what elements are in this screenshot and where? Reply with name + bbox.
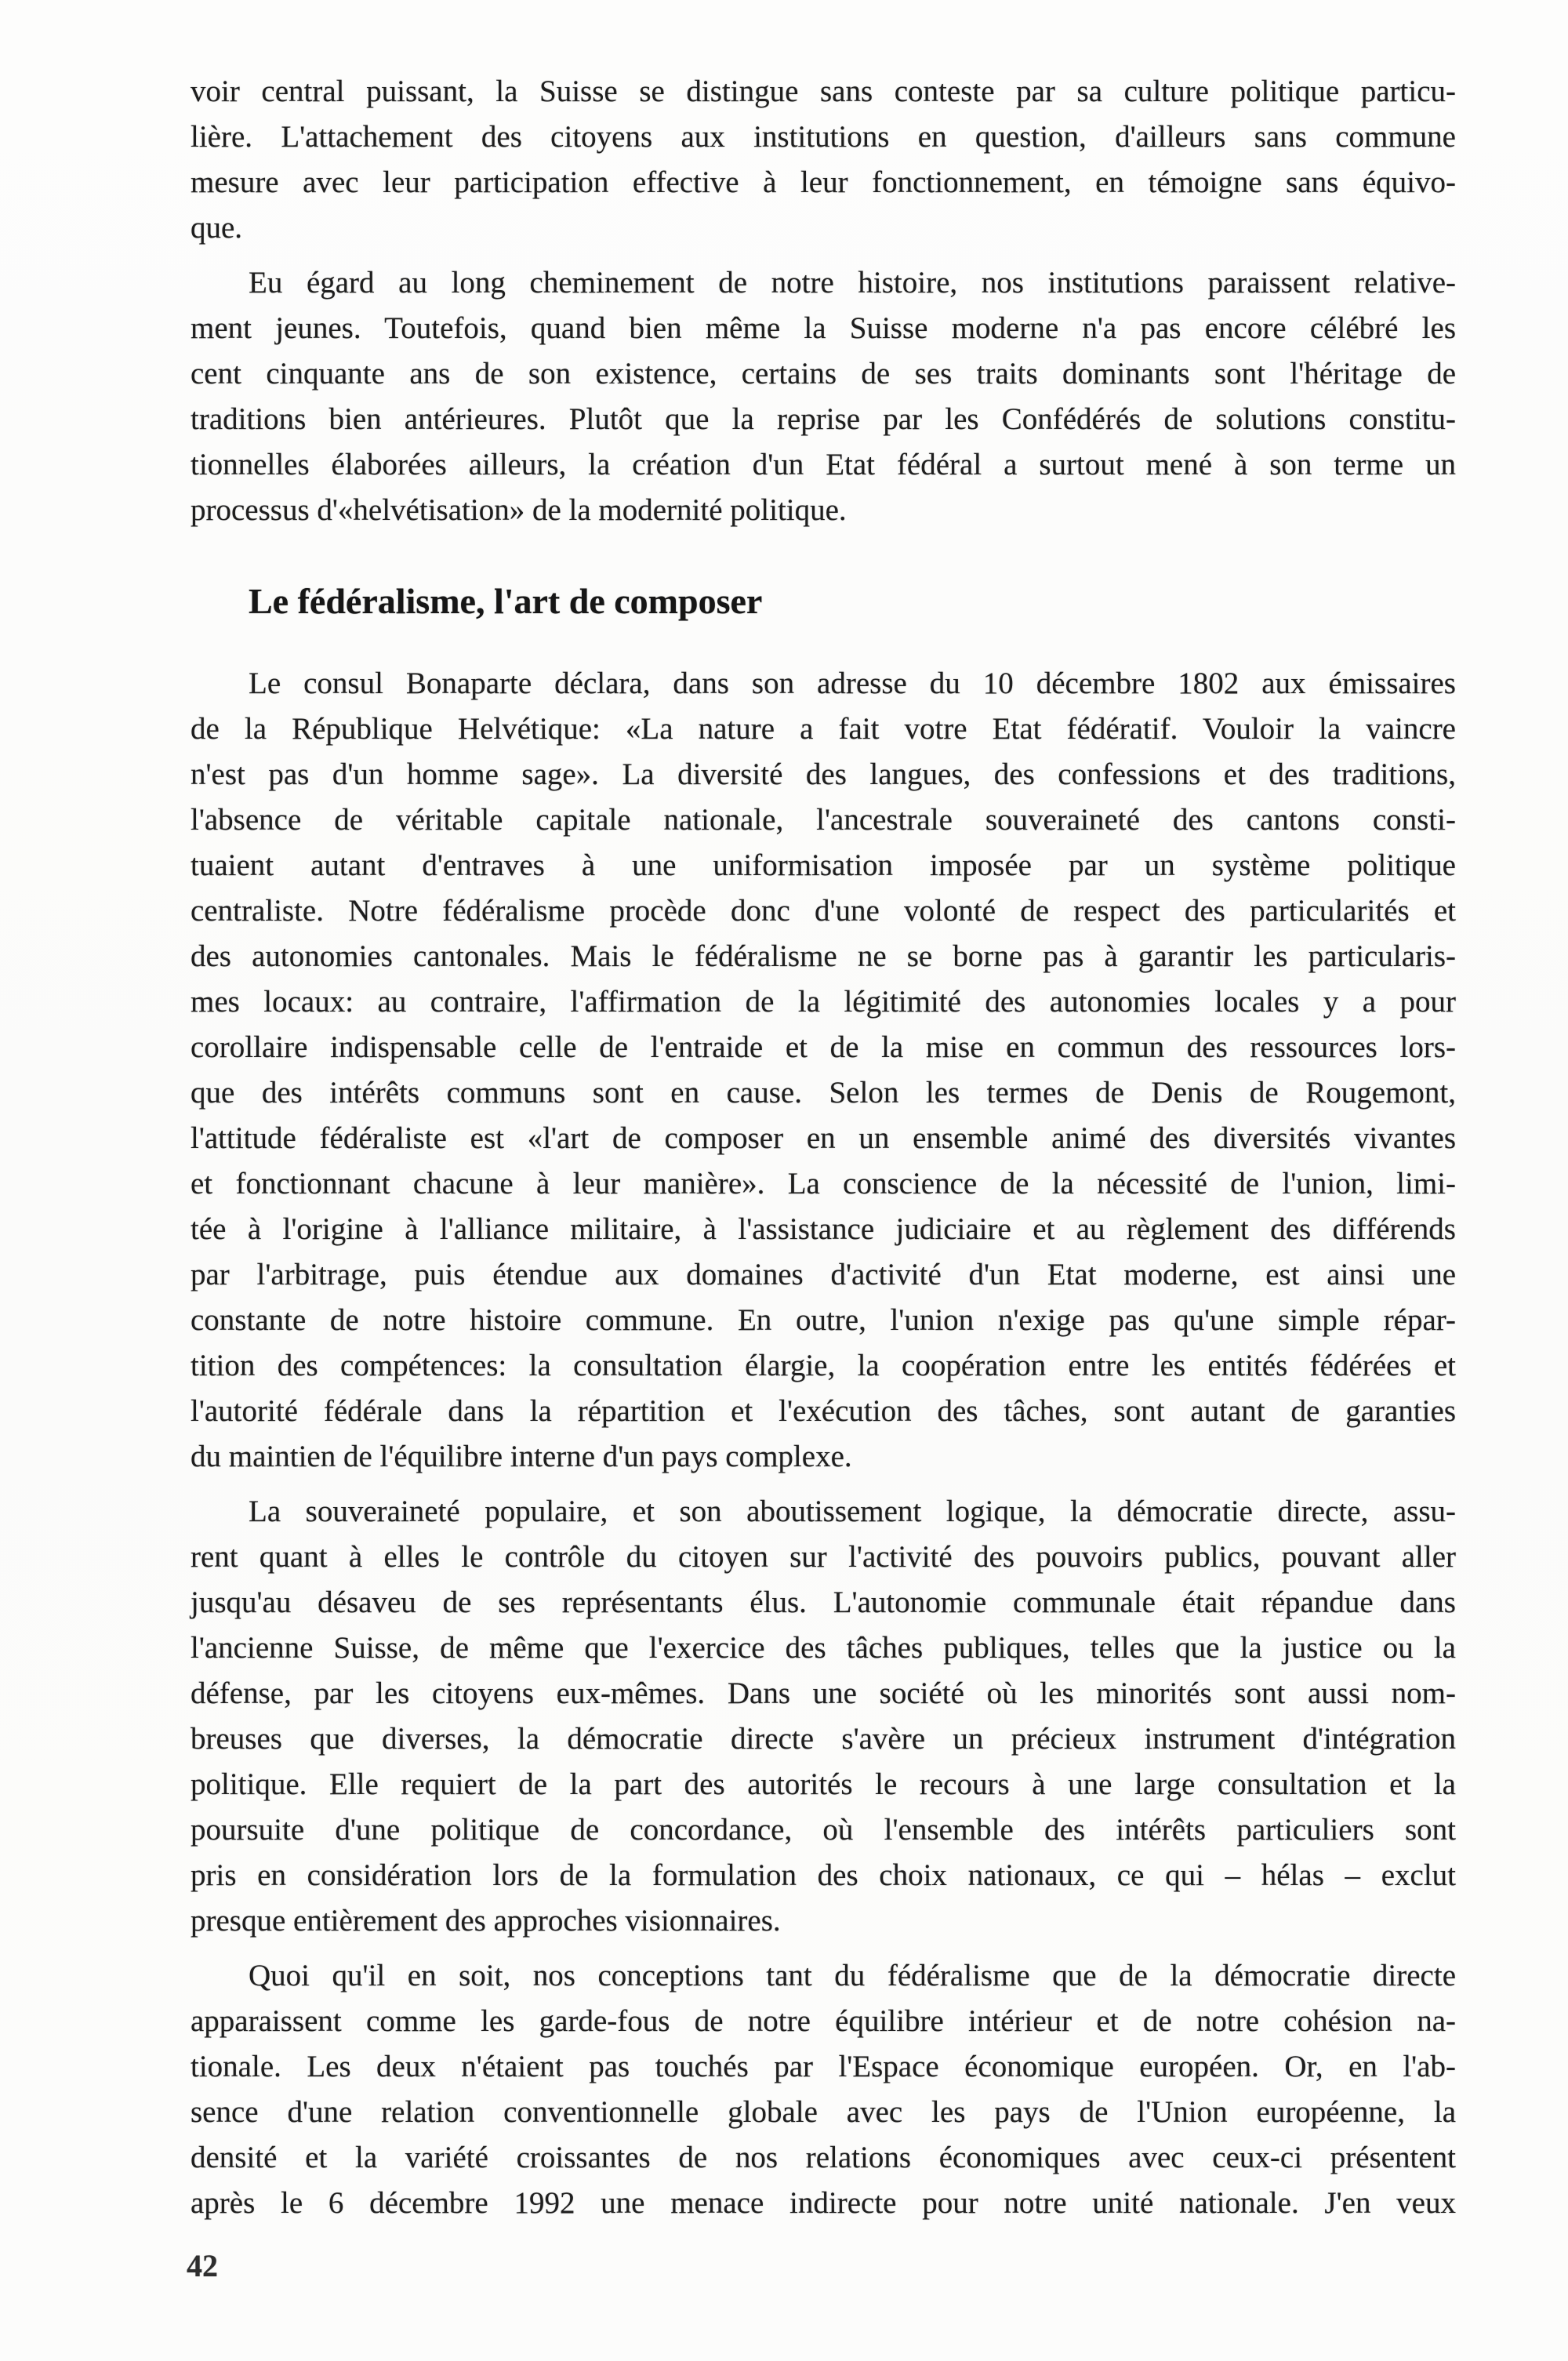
text-line: par l'arbitrage, puis étendue aux domaines d'activité d'un Etat moderne, est ainsi une [191, 1258, 1456, 1291]
text-line: tition des compétences: la consultation élargie, la coopération entre les entités fédérées et [191, 1349, 1456, 1382]
text-line: apparaissent comme les garde-fous de notre équilibre intérieur et de notre cohésion na- [191, 2004, 1456, 2038]
text-line: jusqu'au désaveu de ses représentants élus. L'autonomie communale était répandue dans [191, 1586, 1456, 1619]
text-line: tuaient autant d'entraves à une uniformisation imposée par un système politique [191, 848, 1456, 882]
text-line: corollaire indispensable celle de l'entraide et de la mise en commun des ressources lors- [191, 1030, 1456, 1064]
section-heading: Le fédéralisme, l'art de composer [249, 581, 763, 621]
text-line: traditions bien antérieures. Plutôt que la reprise par les Confédérés de solutions constitu- [191, 402, 1456, 436]
text-line: presque entièrement des approches visionnaires. [191, 1904, 781, 1938]
text-line: n'est pas d'un homme sage». La diversité des langues, des confessions et des traditions, [191, 757, 1456, 791]
text-line: mesure avec leur participation effective à leur fonctionnement, en témoigne sans équivo- [191, 165, 1456, 199]
paragraph [191, 260, 1456, 533]
text-line: sence d'une relation conventionnelle globale avec les pays de l'Union européenne, la [191, 2095, 1456, 2129]
paragraph [191, 1953, 1456, 2226]
text-line: l'attitude fédéraliste est «l'art de composer en un ensemble animé des diversités vivantes [191, 1121, 1456, 1155]
text-line: poursuite d'une politique de concordance, où l'ensemble des intérêts particuliers sont [191, 1813, 1456, 1847]
text-line: l'ancienne Suisse, de même que l'exercice des tâches publiques, telles que la justice ou la [191, 1631, 1456, 1665]
text-line: défense, par les citoyens eux-mêmes. Dans une société où les minorités sont aussi nom- [191, 1676, 1456, 1710]
text-line: rent quant à elles le contrôle du citoyen sur l'activité des pouvoirs publics, pouvant aller [191, 1540, 1456, 1574]
text-line: lière. L'attachement des citoyens aux institutions en question, d'ailleurs sans commune [191, 120, 1456, 154]
text-line: de la République Helvétique: «La nature a fait votre Etat fédératif. Vouloir la vaincre [191, 712, 1456, 746]
text-line: des autonomies cantonales. Mais le fédéralisme ne se borne pas à garantir les particularis- [191, 939, 1456, 973]
text-line: breuses que diverses, la démocratie directe s'avère un précieux instrument d'intégration [191, 1722, 1456, 1756]
page-text [191, 69, 1456, 2226]
text-line: du maintien de l'équilibre interne d'un pays complexe. [191, 1440, 852, 1473]
text-line: processus d'«helvétisation» de la modernité politique. [191, 493, 847, 527]
text-line: politique. Elle requiert de la part des autorités le recours à une large consultation et la [191, 1767, 1456, 1801]
paragraph [191, 1489, 1456, 1944]
text-line: constante de notre histoire commune. En outre, l'union n'exige pas qu'une simple répar- [191, 1303, 1456, 1337]
text-line: Le consul Bonaparte déclara, dans son adresse du 10 décembre 1802 aux émissaires [249, 667, 1456, 700]
text-line: centraliste. Notre fédéralisme procède donc d'une volonté de respect des particularités et [191, 894, 1456, 928]
text-line: l'absence de véritable capitale nationale, l'ancestrale souveraineté des cantons consti- [191, 803, 1456, 837]
text-line: La souveraineté populaire, et son aboutissement logique, la démocratie directe, assu- [249, 1495, 1456, 1528]
text-line: tionnelles élaborées ailleurs, la création d'un Etat fédéral a surtout mené à son terme un [191, 448, 1456, 481]
page-number: 42 [187, 2248, 218, 2283]
text-line: mes locaux: au contraire, l'affirmation de la légitimité des autonomies locales y a pour [191, 985, 1456, 1019]
text-line: tée à l'origine à l'alliance militaire, à l'assistance judiciaire et au règlement des différends [191, 1212, 1456, 1246]
text-line: densité et la variété croissantes de nos relations économiques avec ceux-ci présentent [191, 2141, 1456, 2174]
text-line: que. [191, 211, 243, 245]
text-line: ment jeunes. Toutefois, quand bien même la Suisse moderne n'a pas encore célébré les [191, 311, 1456, 345]
text-line: que des intérêts communs sont en cause. Selon les termes de Denis de Rougemont, [191, 1076, 1456, 1110]
text-line: Quoi qu'il en soit, nos conceptions tant du fédéralisme que de la démocratie directe [249, 1959, 1456, 1992]
text-line: voir central puissant, la Suisse se distingue sans conteste par sa culture politique particu- [191, 74, 1456, 108]
text-line: pris en considération lors de la formulation des choix nationaux, ce qui – hélas – exclut [191, 1858, 1456, 1892]
paragraph [191, 661, 1456, 1480]
text-line: après le 6 décembre 1992 une menace indirecte pour notre unité nationale. J'en veux [191, 2186, 1456, 2220]
paragraph [191, 69, 1456, 251]
text-line: cent cinquante ans de son existence, certains de ses traits dominants sont l'héritage de [191, 357, 1456, 390]
text-line: Eu égard au long cheminement de notre histoire, nos institutions paraissent relative- [249, 266, 1456, 300]
text-line: tionale. Les deux n'étaient pas touchés par l'Espace économique européen. Or, en l'ab- [191, 2050, 1456, 2083]
text-line: et fonctionnant chacune à leur manière». La conscience de la nécessité de l'union, limi- [191, 1167, 1456, 1200]
text-line: l'autorité fédérale dans la répartition et l'exécution des tâches, sont autant de garanties [191, 1394, 1456, 1428]
